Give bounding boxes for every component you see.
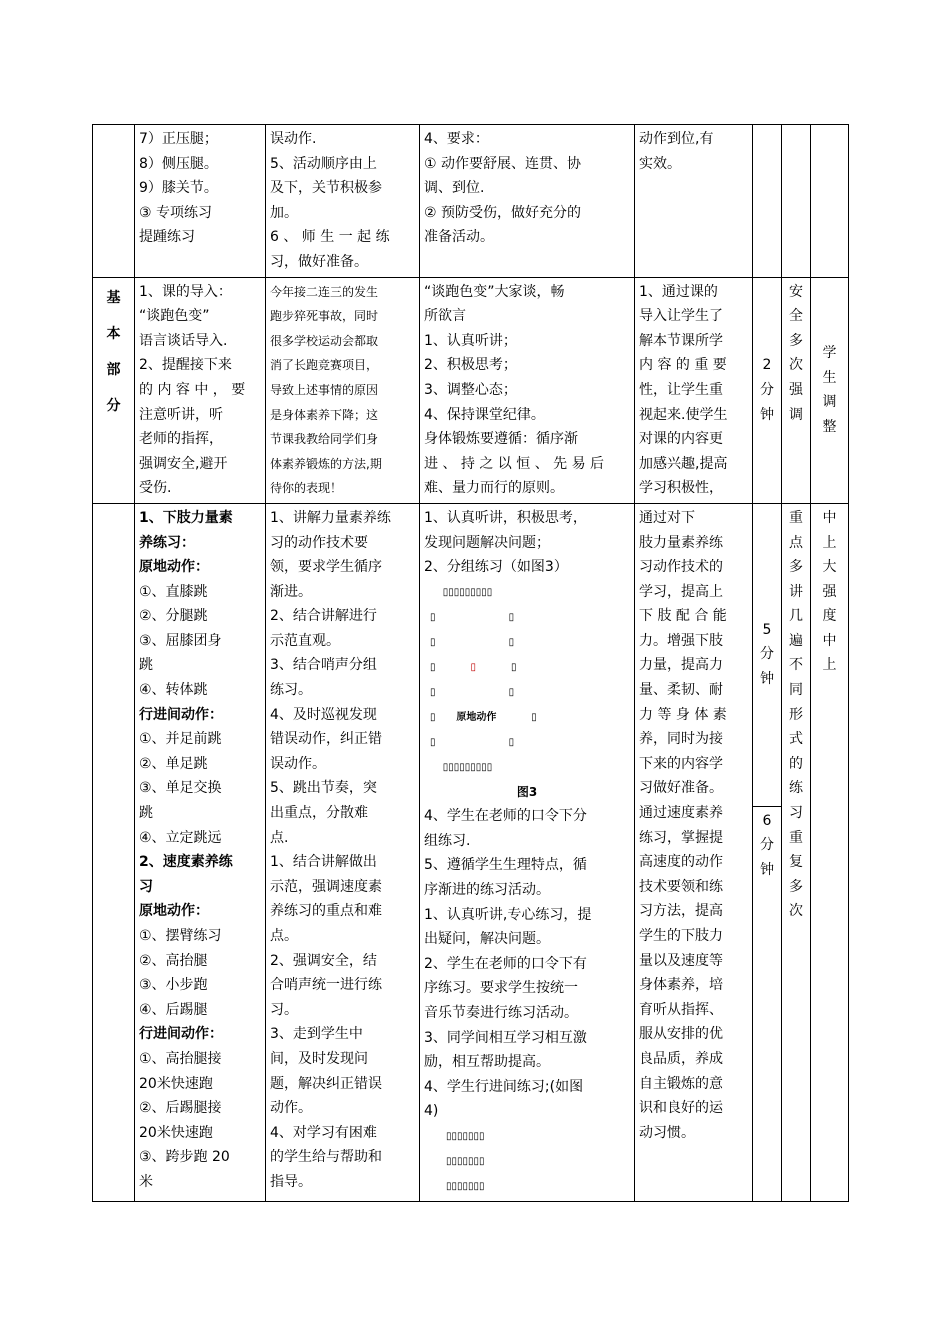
content-line: 行进间动作： xyxy=(139,1026,223,1043)
diagram-row: ▯ 原地动作 ▯ xyxy=(430,711,537,723)
times-char: 的 xyxy=(789,755,803,772)
content-line: ②、后踢腿接 xyxy=(139,1100,222,1117)
content-line: ①、直膝跳 xyxy=(139,583,208,600)
text-line: 身体素养，培 xyxy=(639,977,723,994)
purpose-cell xyxy=(635,125,753,278)
content-line: ④、转体跳 xyxy=(139,682,208,699)
section-char: 部 xyxy=(106,361,121,378)
text-line: 通过对下 xyxy=(639,509,695,526)
text-line: 力。增强下肢 xyxy=(639,632,723,649)
content-line: ③、屈膝团身 xyxy=(139,632,222,649)
text-line: 今年接二连三的发生 xyxy=(270,284,379,299)
text-line: 1、课的导入： xyxy=(139,283,232,300)
text-line: 示范，强调速度素 xyxy=(270,878,382,895)
text-line: 视起来.使学生 xyxy=(639,406,728,423)
text-line: 育听从指挥、 xyxy=(639,1001,723,1018)
text-line: 点。 xyxy=(270,928,298,944)
teacher-activity-cell xyxy=(266,503,420,1201)
times-char: 强 xyxy=(789,381,803,398)
text-line: 4) xyxy=(424,1103,439,1120)
text-line: 所欲言 xyxy=(424,308,466,325)
text-line: 2、学生在老师的口令下有 xyxy=(424,955,587,972)
marching-formation xyxy=(424,1124,630,1199)
diagram-row: ▯▯▯▯▯▯▯▯▯ xyxy=(430,761,493,773)
time-char: 6 xyxy=(762,812,772,829)
text-line: 消了长跑竞赛项目， xyxy=(270,358,379,373)
text-line: 的学生给与帮助和 xyxy=(270,1149,382,1166)
text-line: 合哨声统一进行练 xyxy=(270,977,382,994)
text-line: 提踵练习 xyxy=(139,229,195,246)
text-line: 加感兴趣,提高 xyxy=(639,455,728,472)
text-line: 5、活动顺序由上 xyxy=(270,155,377,172)
content-line: 米 xyxy=(139,1173,153,1190)
figure-caption: 图3 xyxy=(516,784,538,799)
content-line: 20米快速跑 xyxy=(139,1124,213,1141)
text-line: 身体锻炼要遵循：循序渐 xyxy=(424,431,578,448)
diagram-row: ▯ ▯ xyxy=(430,636,515,648)
text-line: 习做好准备。 xyxy=(639,780,723,797)
time-char: 钟 xyxy=(760,861,774,878)
text-line: “谈跑色变”大家谈，畅 xyxy=(424,283,565,300)
text-line: 1、通过课的 xyxy=(639,283,718,300)
text-line: 1、认真听讲，积极思考， xyxy=(424,509,587,526)
text-line: 序渐进的练习活动。 xyxy=(424,882,550,899)
text-line: 体素养锻炼的方法,期 xyxy=(270,456,382,471)
content-line: 跳 xyxy=(139,805,153,822)
times-char: 调 xyxy=(789,406,803,423)
text-line: 2、提醒接下来 xyxy=(139,357,232,374)
content-line: 2、速度素养练 xyxy=(139,854,233,871)
text-line: 6 、 师 生 一 起 练 xyxy=(270,229,390,246)
text-line: 3、走到学生中 xyxy=(270,1026,363,1043)
text-line: 受伤. xyxy=(139,480,172,497)
text-line: 7）正压腿； xyxy=(139,131,218,147)
student-activity-cell xyxy=(420,125,635,278)
text-line: 1、认真听讲； xyxy=(424,332,517,349)
times-char: 多 xyxy=(789,332,803,349)
table-row xyxy=(93,277,849,503)
text-line: 4、要求： xyxy=(424,131,489,147)
content-line: ①、并足前跳 xyxy=(139,731,222,748)
intensity-char: 上 xyxy=(822,534,837,551)
text-line: 9）膝关节。 xyxy=(139,180,218,197)
times-char: 同 xyxy=(789,682,803,699)
text-line: 内 容 的 重 要 xyxy=(639,357,727,374)
content-line: ①、高抬腿接 xyxy=(139,1050,222,1067)
text-line: 出疑问，解决问题。 xyxy=(424,931,550,948)
text-line: 是身体素养下降；这 xyxy=(270,407,379,422)
content-line: 行进间动作： xyxy=(139,706,223,723)
times-char: 练 xyxy=(789,780,803,797)
time-cell xyxy=(753,806,782,1201)
text-line: 练习。 xyxy=(270,682,312,699)
times-char: 全 xyxy=(789,308,803,325)
text-line: 力量，提高力 xyxy=(639,657,723,674)
content-line: 习 xyxy=(139,878,153,895)
text-line: 导入让学生了 xyxy=(639,308,723,325)
text-line: ③ 专项练习 xyxy=(139,204,213,221)
intensity-char: 整 xyxy=(822,418,837,435)
text-line: 序练习。要求学生按统一 xyxy=(424,980,578,997)
student-activity-cell xyxy=(420,503,635,1201)
intensity-char: 调 xyxy=(822,394,837,411)
text-line: 4、学生行进间练习;(如图 xyxy=(424,1078,584,1095)
time-cell xyxy=(753,277,782,503)
text-line: 技术要领和练 xyxy=(639,878,723,895)
text-line: 动作到位,有 xyxy=(639,131,714,147)
text-line: ② 预防受伤，做好充分的 xyxy=(424,204,582,221)
content-line: ④、后踢腿 xyxy=(139,1001,208,1018)
time-char: 2 xyxy=(762,357,772,374)
text-line: 1、认真听讲,专心练习，提 xyxy=(424,906,592,923)
content-line: ②、高抬腿 xyxy=(139,952,208,969)
text-line: 习动作技术的 xyxy=(639,559,723,576)
formation-row: ▯▯▯▯▯▯▯ xyxy=(446,1156,485,1167)
text-line: 8）侧压腿。 xyxy=(139,155,218,172)
content-line: 原地动作： xyxy=(139,903,209,920)
text-line: 及下，关节积极参 xyxy=(270,180,382,197)
section-label-cell xyxy=(93,277,135,503)
content-line: ④、立定跳远 xyxy=(139,829,222,846)
times-char: 多 xyxy=(789,559,803,576)
text-line: 指导。 xyxy=(270,1173,312,1190)
content-line: ②、单足跳 xyxy=(139,755,208,772)
times-char: 点 xyxy=(789,534,803,551)
text-line: 学习积极性， xyxy=(639,480,723,497)
text-line: 2、强调安全，结 xyxy=(270,952,377,969)
text-line: ① 动作要舒展、连贯、协 xyxy=(424,155,582,172)
times-char: 遍 xyxy=(789,632,803,649)
diagram-row: ▯ ▯ xyxy=(430,686,515,698)
text-line: 加。 xyxy=(270,204,298,221)
text-line: 错误动作，纠正错 xyxy=(270,731,382,748)
text-line: 量、柔韧、耐 xyxy=(639,682,723,699)
text-line: 励，相互帮助提高。 xyxy=(424,1054,550,1071)
text-line: 误动作. xyxy=(270,131,317,147)
text-line: 养练习的重点和难 xyxy=(270,903,382,920)
text-line: 下 肢 配 合 能 xyxy=(639,608,727,625)
lesson-plan-table xyxy=(92,124,849,1202)
text-line: 4、学生在老师的口令下分 xyxy=(424,808,587,825)
text-line: 4、保持课堂纪律。 xyxy=(424,406,545,423)
times-char: 习 xyxy=(789,805,803,822)
text-line: “谈跑色变” xyxy=(139,308,210,325)
intensity-cell xyxy=(811,503,849,1201)
text-line: 很多学校运动会都取 xyxy=(270,333,379,348)
times-char: 重 xyxy=(789,509,803,526)
text-line: 习的动作技术要 xyxy=(270,534,368,551)
text-line: 良品质，养成 xyxy=(639,1050,723,1067)
text-line: 难、量力而行的原则。 xyxy=(424,480,564,497)
purpose-cell xyxy=(635,503,753,1201)
table-row xyxy=(93,503,849,806)
times-char: 几 xyxy=(789,608,803,625)
time-cell xyxy=(753,125,782,278)
text-line: 的 内 容 中 ， 要 xyxy=(139,381,246,398)
text-line: 练习，掌握提 xyxy=(639,829,723,846)
text-line: 量以及速度等 xyxy=(639,952,723,969)
content-line: ①、摆臂练习 xyxy=(139,928,222,944)
text-line: 5、跳出节奏，突 xyxy=(270,780,377,797)
times-char: 重 xyxy=(789,829,803,846)
content-cell xyxy=(135,125,266,278)
content-cell xyxy=(135,277,266,503)
text-line: 识和良好的运 xyxy=(639,1100,723,1117)
text-line: 实效。 xyxy=(639,155,681,172)
formation-row: ▯▯▯▯▯▯▯ xyxy=(446,1181,485,1192)
text-line: 老师的指挥， xyxy=(139,431,223,448)
text-line: 出重点，分散难 xyxy=(270,805,368,822)
content-line: 养练习： xyxy=(139,534,195,551)
text-line: 4、对学习有困难 xyxy=(270,1124,377,1141)
times-cell xyxy=(782,277,811,503)
text-line: 准备活动。 xyxy=(424,229,494,246)
content-line: ③、单足交换 xyxy=(139,780,222,797)
text-line: 习，做好准备。 xyxy=(270,253,368,270)
section-char: 基 xyxy=(106,289,121,306)
time-char: 分 xyxy=(760,381,774,398)
intensity-cell xyxy=(811,277,849,503)
text-line: 习。 xyxy=(270,1001,298,1018)
student-activity-cell xyxy=(420,277,635,503)
content-line: 原地动作： xyxy=(139,559,209,576)
text-line: 2、分组练习（如图3） xyxy=(424,559,568,576)
section-cell xyxy=(93,125,135,278)
text-line: 1、讲解力量素养练 xyxy=(270,509,391,526)
diagram-row: ▯ ▯ xyxy=(430,736,515,748)
times-char: 式 xyxy=(789,731,803,748)
content-line: 1、下肢力量素 xyxy=(139,509,233,526)
text-line: 学生的下肢力 xyxy=(639,928,723,944)
text-line: 待你的表现！ xyxy=(270,481,343,496)
time-char: 钟 xyxy=(760,406,774,423)
times-char: 次 xyxy=(789,903,803,920)
text-line: 2、结合讲解进行 xyxy=(270,608,377,625)
content-line: 20米快速跑 xyxy=(139,1075,213,1092)
time-char: 5 xyxy=(762,621,772,638)
text-line: 力 等 身 体 素 xyxy=(639,706,727,723)
text-line: 自主锻炼的意 xyxy=(639,1075,723,1092)
text-line: 组练习. xyxy=(424,832,471,849)
text-line: 对课的内容更 xyxy=(639,431,723,448)
formation-diagram xyxy=(424,580,630,780)
intensity-char: 强 xyxy=(822,583,837,600)
text-line: 高速度的动作 xyxy=(639,854,723,871)
times-char: 多 xyxy=(789,878,803,895)
text-line: 导致上述事情的原因 xyxy=(270,382,379,397)
content-line: ③、小步跑 xyxy=(139,977,208,994)
text-line: 学习，提高上 xyxy=(639,583,723,600)
text-line: 语言谈话导入. xyxy=(139,332,228,349)
text-line: 4、及时巡视发现 xyxy=(270,706,377,723)
intensity-char: 中 xyxy=(822,632,837,649)
purpose-cell xyxy=(635,277,753,503)
times-char: 形 xyxy=(789,706,803,723)
text-line: 动习惯。 xyxy=(639,1124,695,1141)
intensity-char: 生 xyxy=(822,369,837,386)
text-line: 5、遵循学生生理特点，循 xyxy=(424,857,587,874)
text-line: 1、结合讲解做出 xyxy=(270,854,377,871)
text-line: 点. xyxy=(270,829,289,846)
diagram-row: ▯ ▯ xyxy=(430,611,515,623)
intensity-char: 度 xyxy=(822,608,837,625)
content-line: ③、跨步跑 20 xyxy=(139,1149,230,1166)
times-cell xyxy=(782,125,811,278)
text-line: 节课我教给同学们身 xyxy=(270,432,379,447)
intensity-char: 上 xyxy=(822,657,837,674)
times-cell xyxy=(782,503,811,1201)
section-char: 分 xyxy=(106,397,121,414)
formation-row: ▯▯▯▯▯▯▯ xyxy=(446,1131,485,1142)
time-char: 分 xyxy=(760,837,774,854)
text-line: 服从安排的优 xyxy=(639,1026,723,1043)
text-line: 3、调整心态； xyxy=(424,381,517,398)
section-cell xyxy=(93,503,135,1201)
text-line: 性，让学生重 xyxy=(639,381,723,398)
text-line: 发现问题解决问题； xyxy=(424,534,550,551)
text-line: 3、同学间相互学习相互激 xyxy=(424,1029,587,1046)
teacher-activity-cell xyxy=(266,125,420,278)
text-line: 3、结合哨声分组 xyxy=(270,657,377,674)
text-line: 下来的内容学 xyxy=(639,755,723,772)
time-char: 钟 xyxy=(760,671,774,688)
text-line: 题，解决纠正错误 xyxy=(270,1075,382,1092)
text-line: 音乐节奏进行练习活动。 xyxy=(424,1005,578,1022)
content-cell xyxy=(135,503,266,1201)
text-line: 解本节课所学 xyxy=(639,332,723,349)
intensity-char: 学 xyxy=(822,345,837,362)
times-char: 不 xyxy=(789,657,803,674)
text-line: 强调安全,避开 xyxy=(139,455,228,472)
text-line: 跑步猝死事故，同时 xyxy=(270,309,379,324)
time-char: 分 xyxy=(760,646,774,663)
text-line: 领，要求学生循序 xyxy=(270,559,382,576)
section-char: 本 xyxy=(106,325,121,342)
intensity-cell xyxy=(811,125,849,278)
diagram-row: ▯▯▯▯▯▯▯▯▯ xyxy=(430,586,493,598)
text-line: 渐进。 xyxy=(270,583,312,600)
intensity-char: 大 xyxy=(822,559,837,576)
times-char: 讲 xyxy=(789,583,803,600)
table-row xyxy=(93,125,849,278)
text-line: 进 、 持 之 以 恒 、 先 易 后 xyxy=(424,455,605,472)
time-cell xyxy=(753,503,782,806)
text-line: 肢力量素养练 xyxy=(639,534,723,551)
diagram-row: ▯ ▯ ▯ xyxy=(430,661,517,673)
text-line: 养，同时为接 xyxy=(639,731,723,748)
times-char: 次 xyxy=(789,357,803,374)
text-line: 误动作。 xyxy=(270,755,326,772)
text-line: 2、积极思考； xyxy=(424,357,517,374)
text-line: 注意听讲，听 xyxy=(139,406,223,423)
teacher-activity-cell xyxy=(266,277,420,503)
text-line: 示范直观。 xyxy=(270,632,340,649)
times-char: 安 xyxy=(789,283,803,300)
text-line: 通过速度素养 xyxy=(639,805,723,822)
content-line: 跳 xyxy=(139,657,153,674)
text-line: 间，及时发现问 xyxy=(270,1050,368,1067)
content-line: ②、分腿跳 xyxy=(139,608,208,625)
times-char: 复 xyxy=(789,854,803,871)
text-line: 调、到位. xyxy=(424,180,485,197)
text-line: 动作。 xyxy=(270,1100,312,1117)
text-line: 习方法，提高 xyxy=(639,903,723,920)
intensity-char: 中 xyxy=(822,509,837,526)
